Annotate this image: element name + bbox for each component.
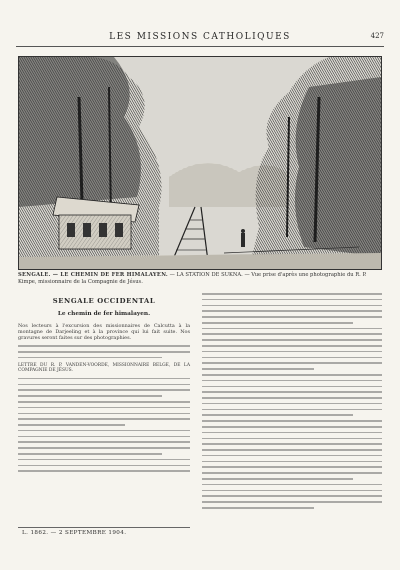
- intro-paragraph: Nos lecteurs à l'excursion des missionnaires de Calcutta à la montagne de Darjeeling et à la province qui lui fait suite. Nos gravures seront faites sur des photographies.: [18, 323, 190, 342]
- left-column: [18, 293, 190, 476]
- running-header: [16, 32, 384, 47]
- footer-rule: [18, 527, 190, 528]
- right-column: [202, 293, 382, 513]
- page-number: 427: [370, 32, 384, 40]
- railway-station-engraving: [18, 56, 382, 270]
- intro-text-lines: [18, 345, 190, 358]
- article-subtitle: Le chemin de fer himalayen.: [57, 311, 151, 317]
- magazine-title: LES MISSIONS CATHOLIQUES: [109, 32, 291, 42]
- body-text-lines: [18, 378, 190, 472]
- caption-lead: SENGALE. — LE CHEMIN DE FER HIMALAYEN.: [18, 272, 169, 278]
- section-title: SENGALE OCCIDENTAL: [52, 297, 156, 305]
- caption-credit: — LA STATION DE SUKNA. — Vue prise d'après une photographie du R. P. Kimpe, missionnaire de la Compagnie de Jésus.: [18, 272, 367, 285]
- letter-heading: LETTRE DU R. P. VANDEN-VOORDE, MISSIONNAIRE BELGE, DE LA COMPAGNIE DE JÉSUS.: [18, 362, 190, 374]
- engraving-artwork: [19, 57, 381, 269]
- issue-footer: L. 1862. — 2 SEPTEMBRE 1904.: [22, 530, 127, 536]
- illustration-caption: [18, 272, 380, 286]
- right-text-lines: [202, 293, 382, 509]
